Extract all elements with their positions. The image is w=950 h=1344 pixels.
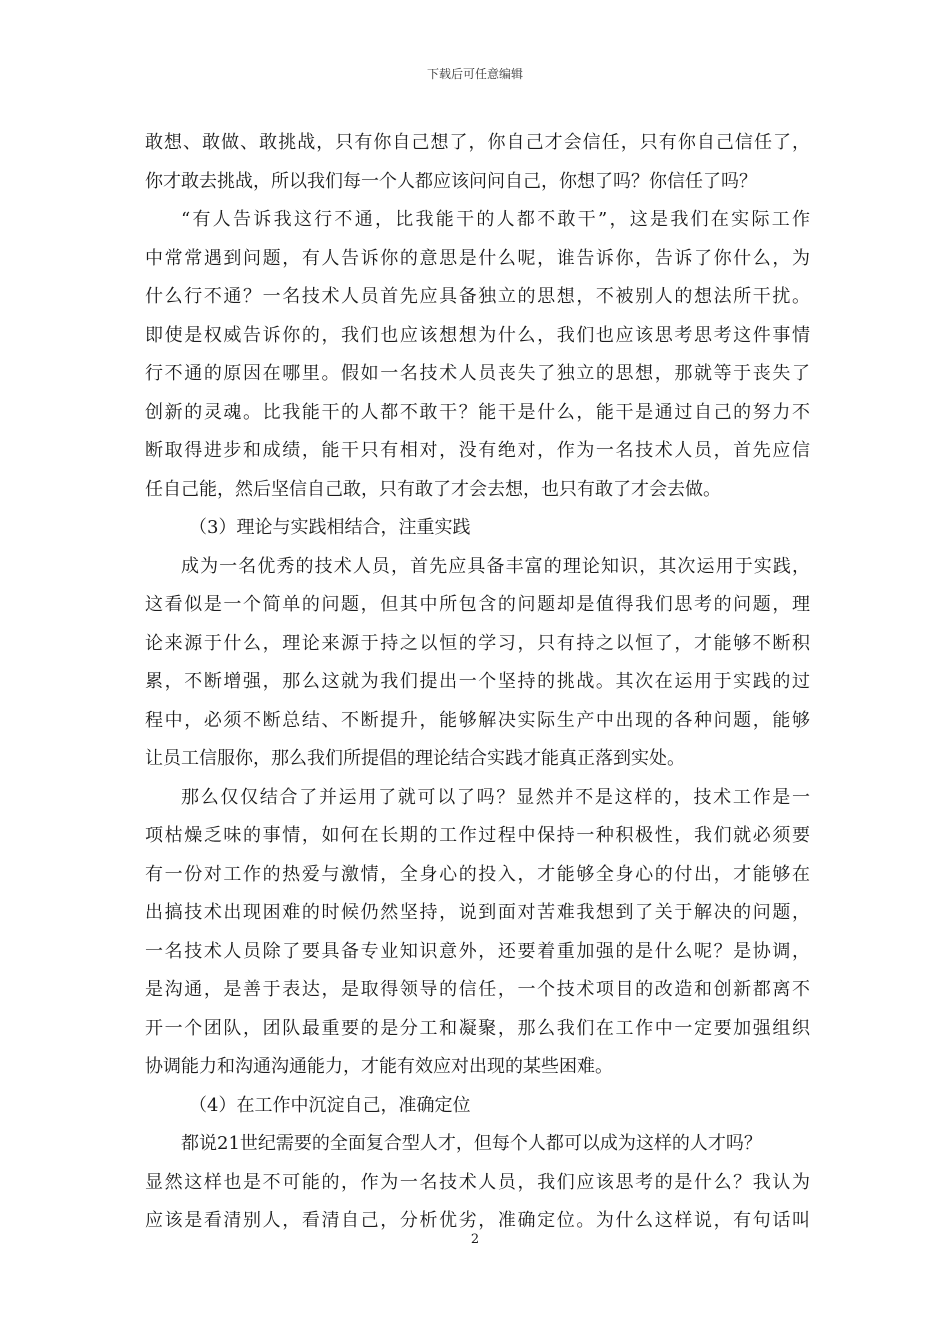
text-line: 开一个团队，团队最重要的是分工和凝聚，那么我们在工作中一定要加强组织 bbox=[145, 1017, 810, 1039]
text-line: 一名技术人员除了要具备专业知识意外，还要着重加强的是什么呢？是协调， bbox=[145, 940, 810, 962]
text-line: 那么仅仅结合了并运用了就可以了吗？显然并不是这样的，技术工作是一 bbox=[181, 786, 810, 808]
page-number: 2 bbox=[470, 1232, 480, 1247]
text-line: 即使是权威告诉你的，我们也应该想想为什么，我们也应该思考思考这件事情 bbox=[145, 324, 810, 346]
section-heading: （3）理论与实践相结合，注重实践 bbox=[189, 517, 471, 538]
text-line: 中常常遇到问题，有人告诉你的意思是什么呢，谁告诉你，告诉了你什么，为 bbox=[145, 247, 810, 269]
text-line: 让员工信服你，那么我们所提倡的理论结合实践才能真正落到实处。 bbox=[145, 748, 685, 769]
text-line: 项枯燥乏味的事情，如何在长期的工作过程中保持一种积极性，我们就必须要 bbox=[145, 825, 810, 846]
text-line: 你才敢去挑战，所以我们每一个人都应该问问自己，你想了吗？你信任了吗？ bbox=[145, 170, 757, 192]
text-line: 出搞技术出现困难的时候仍然坚持，说到面对苦难我想到了关于解决的问题， bbox=[145, 902, 810, 923]
text-line: 应该是看清别人，看清自己，分析优劣，准确定位。为什么这样说，有句话叫 bbox=[145, 1210, 810, 1231]
text-line: 协调能力和沟通沟通能力，才能有效应对出现的某些困难。 bbox=[145, 1056, 613, 1077]
text-line: 累，不断增强，那么这就为我们提出一个坚持的挑战。其次在运用于实践的过 bbox=[145, 671, 810, 692]
page-header: 下载后可任意编辑 bbox=[426, 67, 523, 81]
text-line: 这看似是一个简单的问题，但其中所包含的问题却是值得我们思考的问题，理 bbox=[145, 594, 810, 615]
text-line: 有一份对工作的热爱与激情，全身心的投入，才能够全身心的付出，才能够在 bbox=[145, 863, 810, 885]
text-line: 敢想、敢做、敢挑战，只有你自己想了，你自己才会信任，只有你自己信任了， bbox=[145, 132, 810, 153]
text-line: 任自己能，然后坚信自己敢，只有敢了才会去想，也只有敢了才会去做。 bbox=[145, 478, 721, 500]
text-line: 创新的灵魂。比我能干的人都不敢干？能干是什么，能干是通过自己的努力不 bbox=[145, 401, 810, 423]
text-line: 程中，必须不断总结、不断提升，能够解决实际生产中出现的各种问题，能够 bbox=[145, 709, 810, 731]
text-line: 都说21世纪需要的全面复合型人才，但每个人都可以成为这样的人才吗？ bbox=[181, 1133, 762, 1154]
text-line: 成为一名优秀的技术人员，首先应具备丰富的理论知识，其次运用于实践， bbox=[181, 555, 810, 577]
text-line: 行不通的原因在哪里。假如一名技术人员丧失了独立的思想，那就等于丧失了 bbox=[145, 363, 810, 384]
text-line: 什么行不通？一名技术人员首先应具备独立的思想，不被别人的想法所干扰。 bbox=[145, 286, 810, 307]
text-line: 是沟通，是善于表达，是取得领导的信任，一个技术项目的改造和创新都离不 bbox=[145, 979, 810, 1000]
text-line: 显然这样也是不可能的，作为一名技术人员，我们应该思考的是什么？我认为 bbox=[145, 1171, 810, 1193]
text-line: 论来源于什么，理论来源于持之以恒的学习，只有持之以恒了，才能够不断积 bbox=[145, 632, 810, 654]
text-line: “有人告诉我这行不通，比我能干的人都不敢干”，这是我们在实际工作 bbox=[181, 209, 810, 230]
body-text bbox=[145, 124, 810, 1241]
text-line: 断取得进步和成绩，能干只有相对，没有绝对，作为一名技术人员，首先应信 bbox=[145, 440, 810, 461]
section-heading: （4）在工作中沉淀自己，准确定位 bbox=[189, 1094, 471, 1116]
